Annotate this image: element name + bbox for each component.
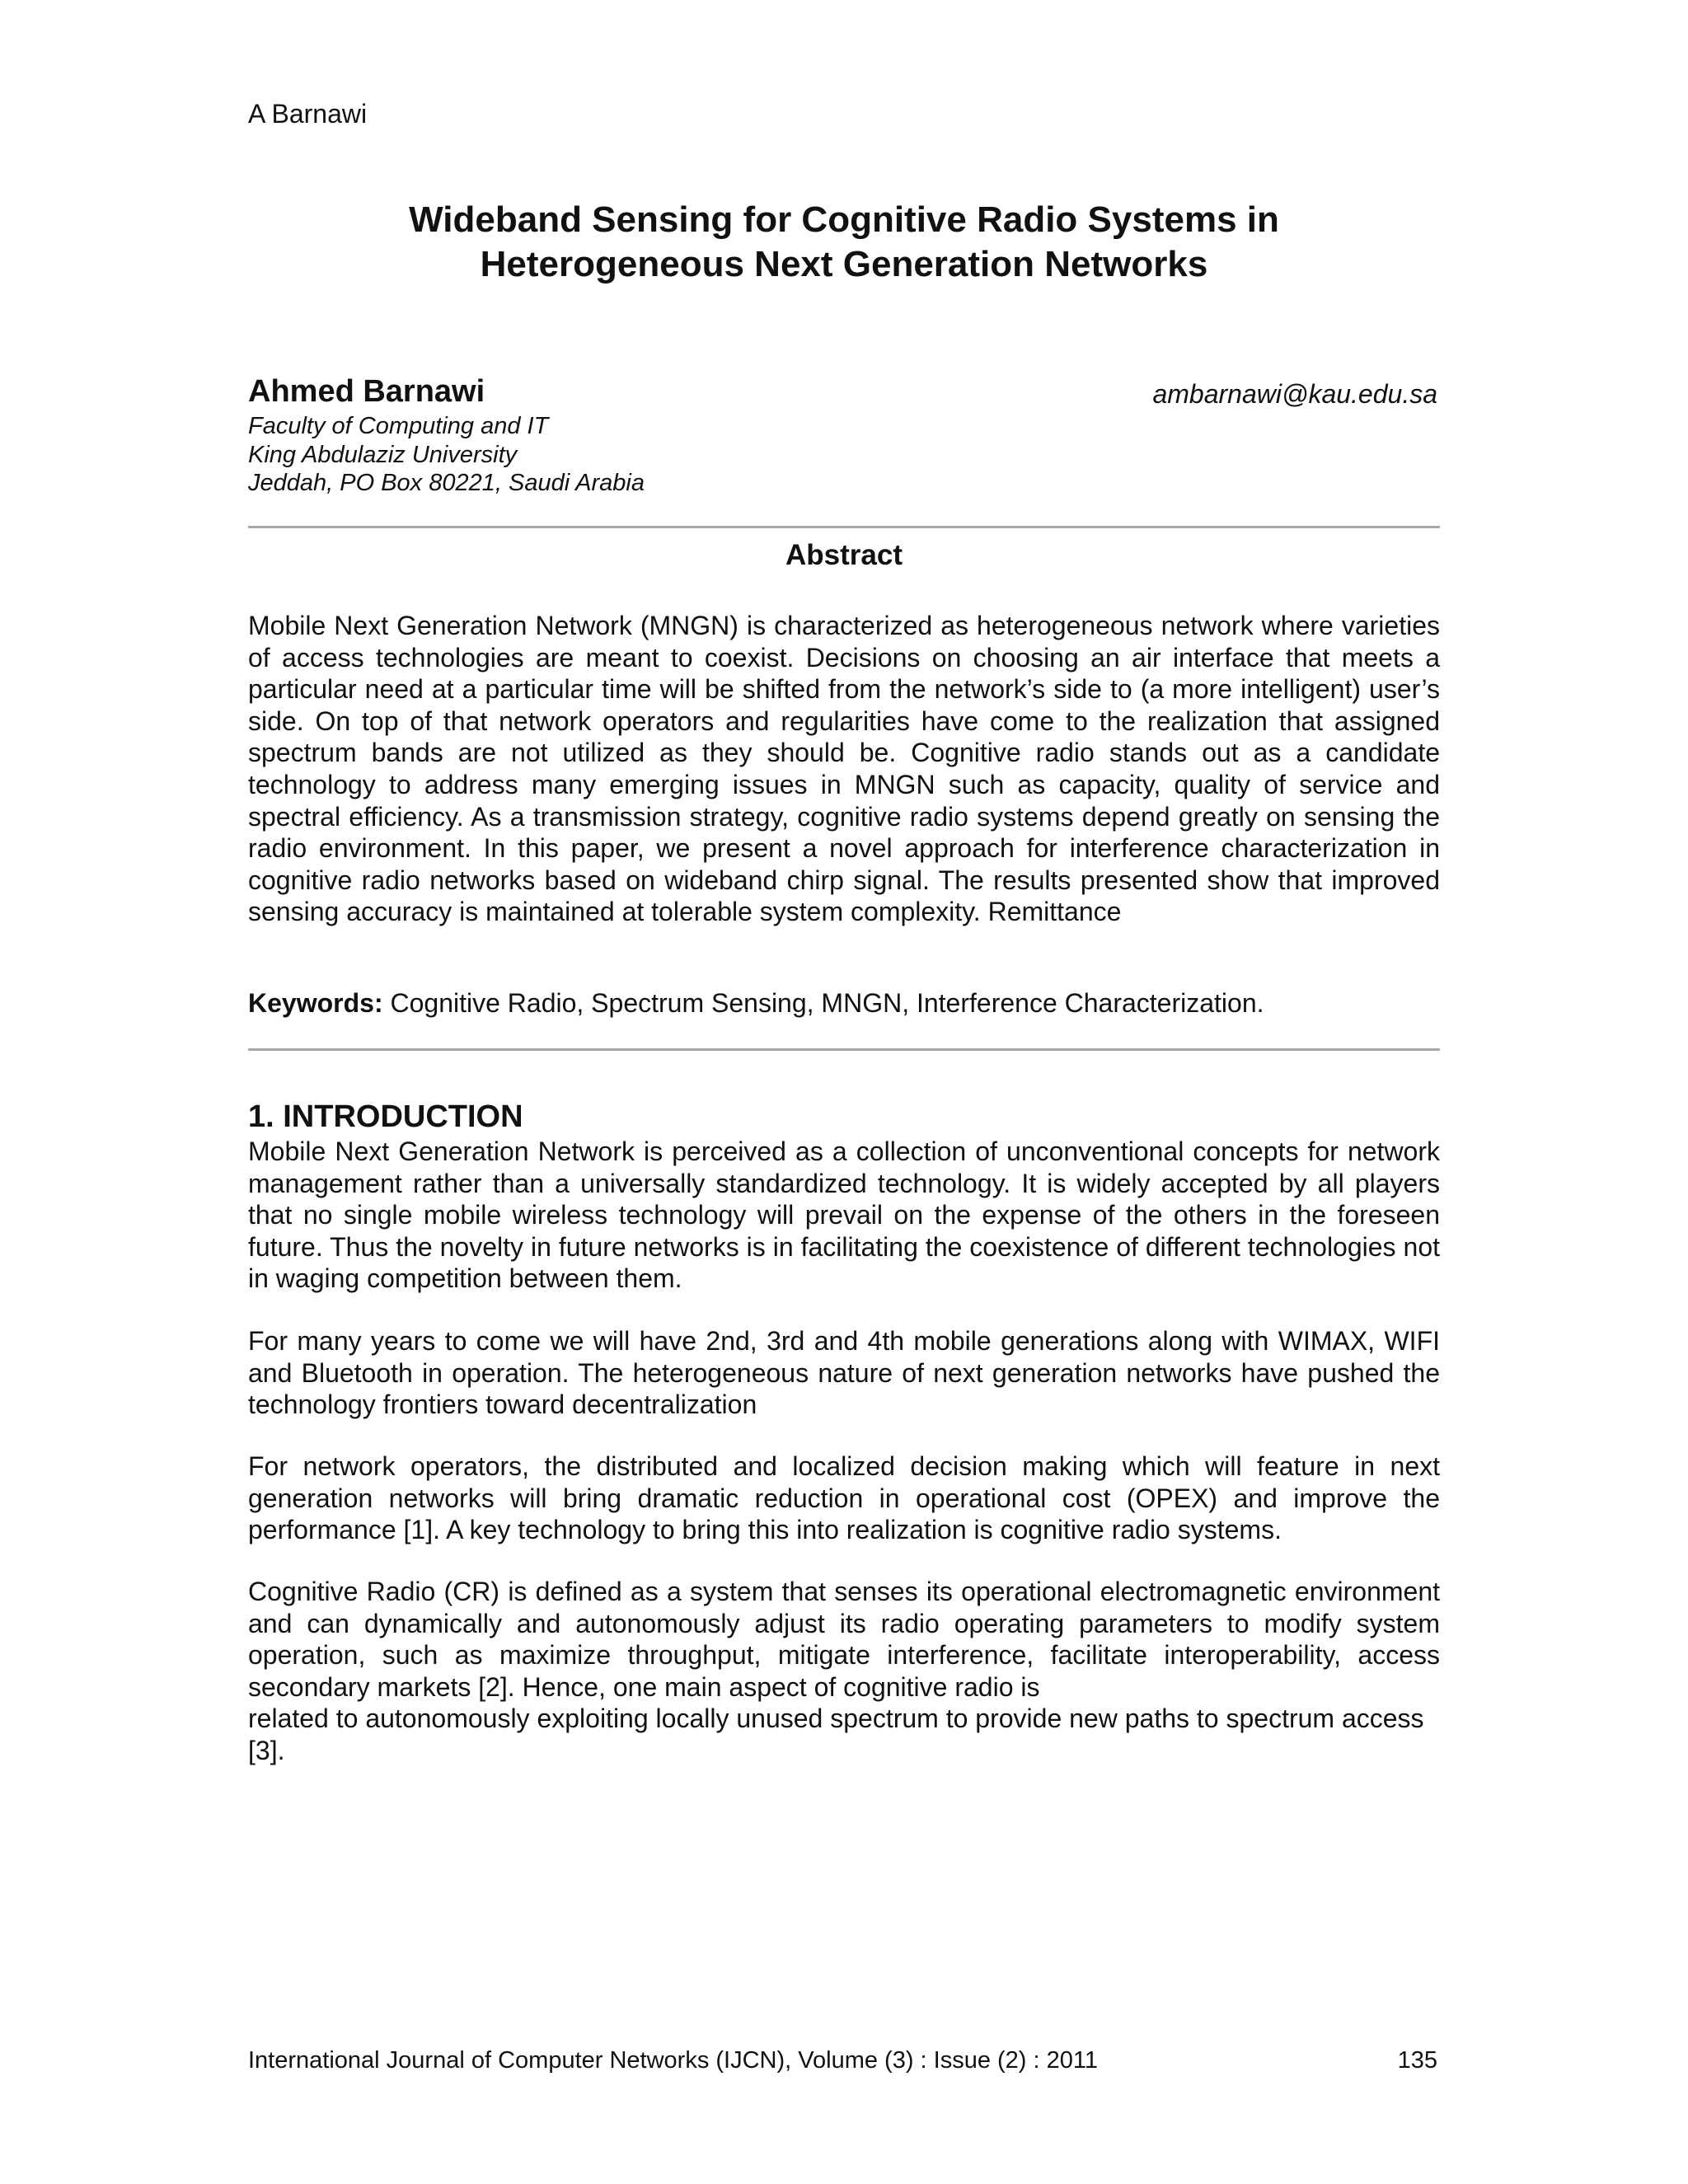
footer-journal: International Journal of Computer Networks (IJCN), Volume (3) : Issue (2) : 2011	[248, 2047, 1099, 2074]
page-number: 135	[1397, 2047, 1437, 2074]
running-head: A Barnawi	[248, 99, 368, 129]
affiliation-line: Jeddah, PO Box 80221, Saudi Arabia	[248, 470, 645, 496]
divider-bottom	[248, 1048, 1440, 1051]
intro-paragraph: Mobile Next Generation Network is perceived as a collection of unconventional concepts for network management rather than a universally standardized technology. It is widely accepted by all players that no single mobile wireless technology will prevail on the expense of the others in the foreseen future. Thus the novelty in future networks is in facilitating the coexistence of different technologies not in waging competition between them.	[248, 1137, 1440, 1294]
section-heading-introduction: 1. INTRODUCTION	[248, 1099, 523, 1134]
author-name: Ahmed Barnawi	[248, 374, 485, 409]
abstract-heading: Abstract	[785, 539, 903, 571]
abstract-body: Mobile Next Generation Network (MNGN) is characterized as heterogeneous network where varieties of access technologies are meant to coexist. Decisions on choosing an air interface that meets a particular need at a particular time will be shifted from the network’s side to (a more intelligent) user’s side. On top of that network operators and regularities have come to the realization that assigned spectrum bands are not utilized as they should be. Cognitive radio stands out as a candidate technology to address many emerging issues in MNGN such as capacity, quality of service and spectral efficiency. As a transmission strategy, cognitive radio systems depend greatly on sensing the radio environment. In this paper, we present a novel approach for interference characterization in cognitive radio networks based on wideband chirp signal. The results presented show that improved sensing accuracy is maintained at tolerable system complexity. Remittance	[248, 611, 1440, 927]
affiliation-line: Faculty of Computing and IT	[248, 413, 549, 439]
divider-top	[248, 526, 1440, 528]
keywords	[248, 987, 1440, 1019]
title-line-1: Wideband Sensing for Cognitive Radio Systems in	[409, 199, 1279, 240]
keywords-text: Cognitive Radio, Spectrum Sensing, MNGN, Interference Characterization.	[382, 988, 1264, 1018]
author-affiliation	[248, 412, 645, 498]
title-line-2: Heterogeneous Next Generation Networks	[480, 244, 1208, 284]
intro-paragraph-part: related to autonomously exploiting locally unused spectrum to provide new paths to spectrum access [3].	[248, 1704, 1424, 1765]
affiliation-line: King Abdulaziz University	[248, 441, 518, 468]
paper-title	[248, 198, 1440, 287]
author-email: ambarnawi@kau.edu.sa	[1152, 379, 1437, 409]
intro-paragraph-part: Cognitive Radio (CR) is defined as a system that senses its operational electromagnetic environment and can dynamically and autonomously adjust its radio operating parameters to modify system operation, such as maximize throughput, mitigate interference, facilitate interoperability, access secondary markets [2]. Hence, one main aspect of cognitive radio is	[248, 1577, 1440, 1702]
intro-paragraph: For many years to come we will have 2nd, 3rd and 4th mobile generations along with WIMAX, WIFI and Bluetooth in operation. The heterogeneous nature of next generation networks have pushed the technology frontiers toward decentralization	[248, 1326, 1440, 1420]
intro-paragraph	[248, 1576, 1440, 1767]
keywords-label: Keywords:	[248, 988, 383, 1018]
intro-paragraph: For network operators, the distributed and localized decision making which will feature in next generation networks will bring dramatic reduction in operational cost (OPEX) and improve the performance [1]. A key technology to bring this into realization is cognitive radio systems.	[248, 1451, 1440, 1545]
